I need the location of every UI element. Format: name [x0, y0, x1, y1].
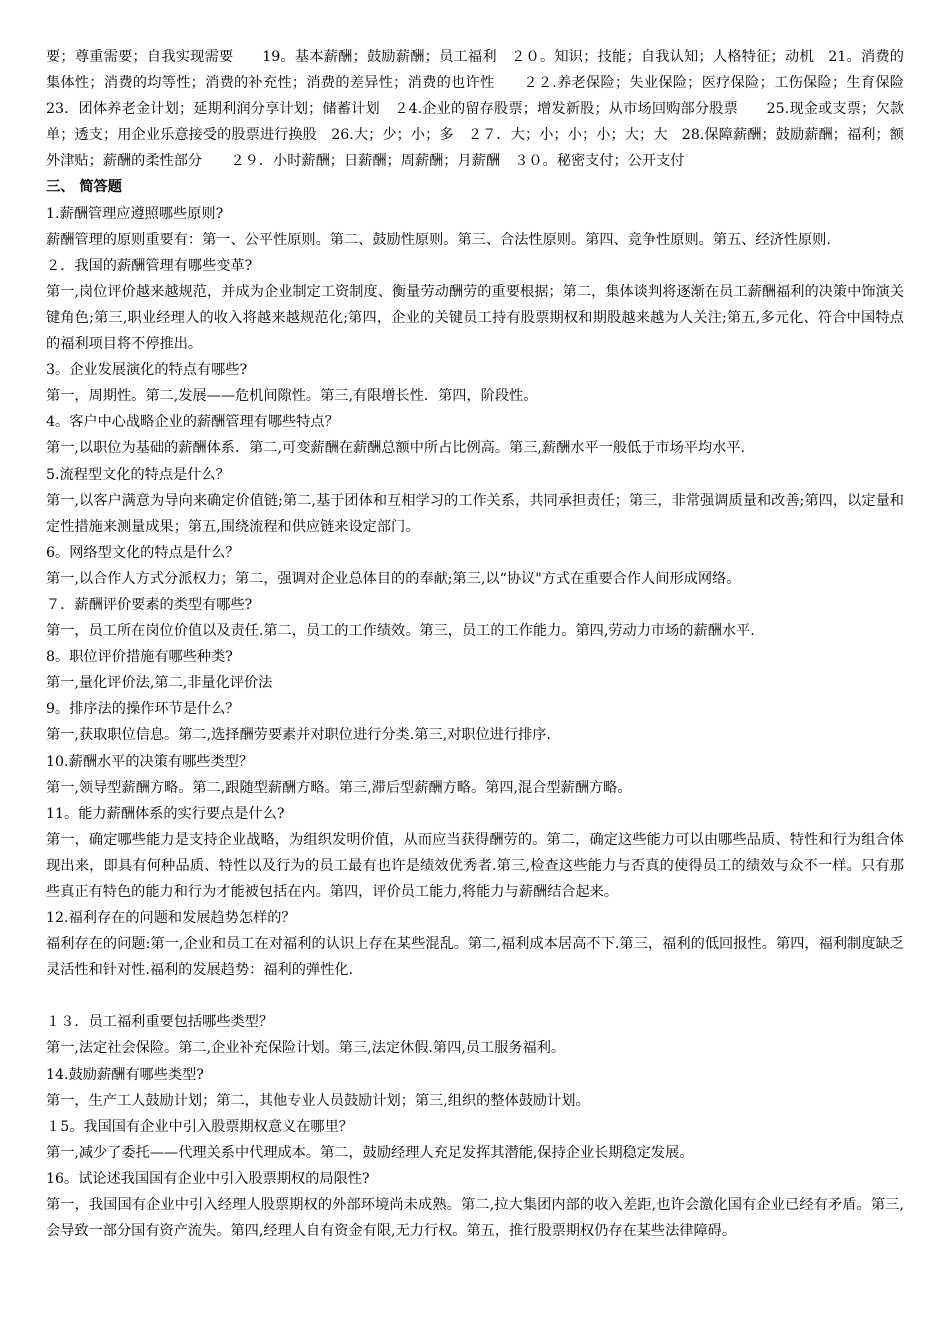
- intro-paragraph: 要；尊重需要；自我实现需要 19。基本薪酬；鼓励薪酬；员工福利 ２０。知识；技能；自我认知；人格特征；动机 21。消费的集体性；消费的均等性；消费的补充性；消费的差异性；消费的也许性 ２２.养老保险；失业保险；医疗保险；工伤保险；生育保险 23．团体养老金计划；延期利润分享计划；储蓄计划 ２4.企业的留存股票；增发新股；从市场回购部分股票 25.现金或支票；欠款单；透支；用企业乐意接受的股票进行换股 26.大；少；小；多 ２７．大；小；小；小；大；大 28.保障薪酬；鼓励薪酬；福利；额外津贴；薪酬的柔性部分 ２９．小时薪酬；日薪酬；周薪酬；月薪酬 ３０。秘密支付；公开支付: [46, 49, 933, 170]
- question-6: 6。网络型文化的特点是什么？: [46, 544, 240, 561]
- answer-1: 薪酬管理的原则重要有：第一、公平性原则。第二、鼓励性原则。第三、合法性原则。第四、竞争性原则。第五、经济性原则.: [46, 231, 831, 248]
- answer-16: 第一，我国国有企业中引入经理人股票期权的外部环境尚未成熟。第二,拉大集团内部的收入差距,也许会激化国有企业已经有矛盾。第三,会导致一部分国有资产流失。第四,经理人自有资金有限,无力行权。第五，推行股票期权仍存在某些法律障碍。: [46, 1197, 904, 1240]
- question-9: 9。排序法的操作环节是什么？: [46, 701, 240, 718]
- answer-11: 第一，确定哪些能力是支持企业战略，为组织发明价值，从而应当获得酬劳的。第二，确定这些能力可以由哪些品质、特性和行为组合体现出来，即具有何种品质、特性以及行为的员工最有也许是绩效优秀者.第三,检查这些能力与否真的使得员工的绩效与众不一样。只有那些真正有特色的能力和行为才能被包括在内。第四，评价员工能力,将能力与薪酬结合起来。: [46, 831, 904, 900]
- answer-6: 第一,以合作人方式分派权力；第二，强调对企业总体目的的奉献;第三,以“协议"方式在重要合作人间形成网络。: [46, 570, 741, 587]
- answer-13: 第一,法定社会保险。第二,企业补充保险计划。第三,法定休假.第四,员工服务福利。: [46, 1040, 566, 1057]
- answer-9: 第一,获取职位信息。第二,选择酬劳要素并对职位进行分类.第三,对职位进行排序.: [46, 727, 551, 744]
- question-8: 8。职位评价措施有哪些种类?: [46, 649, 233, 666]
- answer-15: 第一,减少了委托——代理关系中代理成本。第二，鼓励经理人充足发挥其潜能,保持企业长期稳定发展。: [46, 1144, 694, 1161]
- question-2: ２．我国的薪酬管理有哪些变革?: [46, 257, 253, 274]
- answer-7: 第一，员工所在岗位价值以及责任.第二，员工的工作绩效。第三，员工的工作能力。第四,劳动力市场的薪酬水平.: [46, 623, 755, 640]
- question-10: 10.薪酬水平的决策有哪些类型？: [46, 753, 254, 770]
- answer-5: 第一,以客户满意为导向来确定价值链;第二,基于团体和互相学习的工作关系，共同承担责任；第三，非常强调质量和改善;第四，以定量和定性措施来测量成果；第五,围绕流程和供应链来设定部门。: [46, 492, 904, 535]
- answer-3: 第一，周期性。第二,发展——危机间隙性。第三,有限增长性．第四，阶段性。: [46, 388, 538, 405]
- question-7: ７．薪酬评价要素的类型有哪些?: [46, 596, 253, 613]
- answer-4: 第一,以职位为基础的薪酬体系．第二,可变薪酬在薪酬总额中所占比例高。第三,薪酬水平一般低于市场平均水平.: [46, 440, 746, 457]
- answer-10: 第一,领导型薪酬方略。第二,跟随型薪酬方略。第三,滞后型薪酬方略。第四,混合型薪酬方略。: [46, 779, 632, 796]
- question-1: 1.薪酬管理应遵照哪些原则?: [46, 205, 224, 222]
- question-5: 5.流程型文化的特点是什么？: [46, 466, 230, 483]
- qa-list: [46, 201, 904, 1245]
- answer-12: 福利存在的问题:第一,企业和员工在对福利的认识上存在某些混乱。第二,福利成本居高不下.第三，福利的低回报性。第四，福利制度缺乏灵活性和针对性.福利的发展趋势：福利的弹性化.: [46, 936, 904, 979]
- answer-2: 第一,岗位评价越来越规范，并成为企业制定工资制度、衡量劳动酬劳的重要根据；第二，集体谈判将逐渐在员工薪酬福利的决策中饰演关键角色;第三,职业经理人的收入将越来越规范化;第四，企业的关键员工持有股票期权和期股越来越为人关注;第五,多元化、符合中国特点的福利项目将不停推出。: [46, 283, 904, 353]
- question-11: 11。能力薪酬体系的实行要点是什么?: [46, 805, 285, 822]
- question-3: 3。企业发展演化的特点有哪些?: [46, 362, 248, 379]
- question-12: 12.福利存在的问题和发展趋势怎样的？: [46, 910, 296, 927]
- section-heading: 三、 简答题: [46, 179, 122, 196]
- answer-14: 第一，生产工人鼓励计划；第二，其他专业人员鼓励计划；第三,组织的整体鼓励计划。: [46, 1092, 590, 1109]
- question-15: １5。我国国有企业中引入股票期权意义在哪里？: [46, 1118, 353, 1135]
- question-4: 4。客户中心战略企业的薪酬管理有哪些特点？: [46, 414, 339, 431]
- answer-8: 第一,量化评价法,第二,非量化评价法: [46, 675, 273, 692]
- question-13: １３．员工福利重要包括哪些类型？: [46, 1014, 274, 1031]
- question-14: 14.鼓励薪酬有哪些类型?: [46, 1066, 204, 1083]
- paragraph-spacer: [46, 983, 904, 1009]
- question-16: 16。试论述我国国有企业中引入股票期权的局限性?: [46, 1170, 370, 1187]
